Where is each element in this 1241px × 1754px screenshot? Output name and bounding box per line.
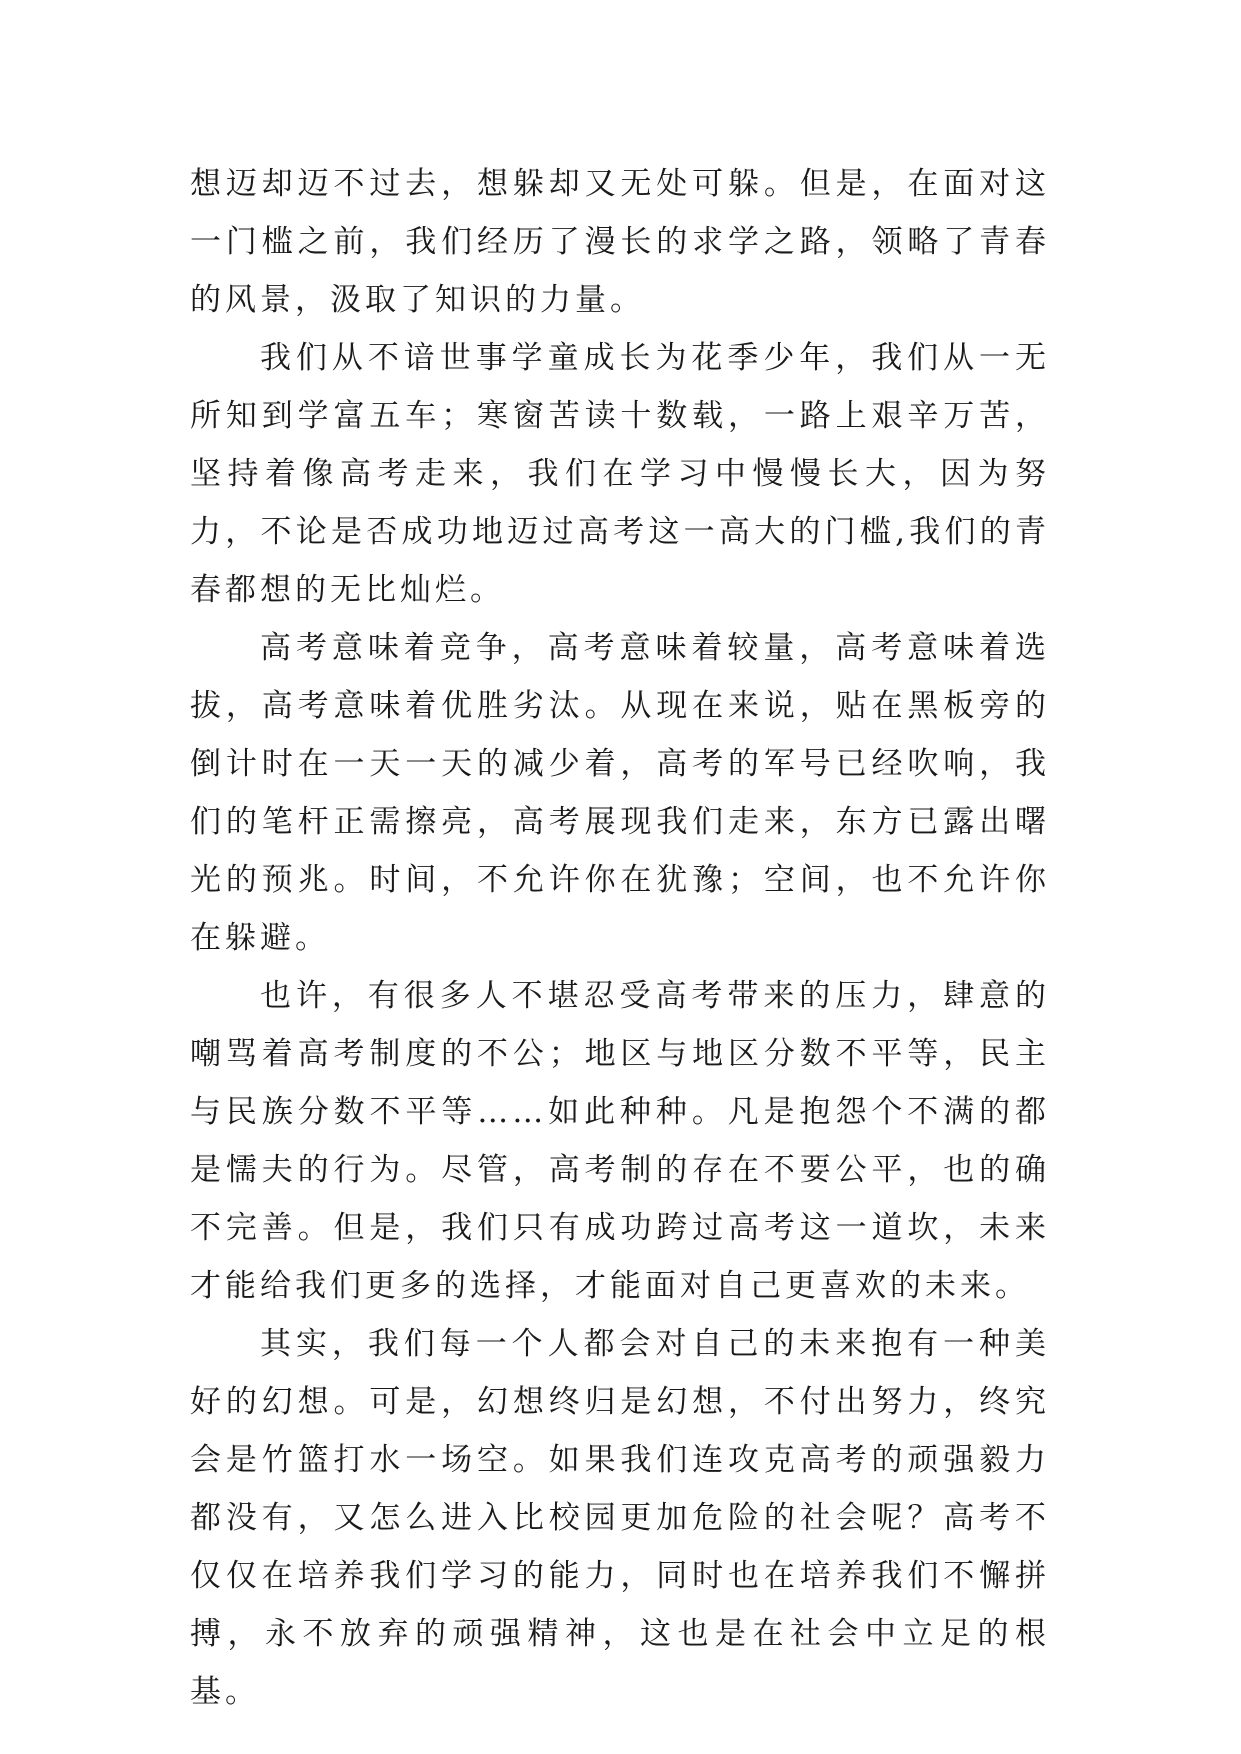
paragraph-2: 我们从不谙世事学童成长为花季少年，我们从一无所知到学富五车；寒窗苦读十数载，一路上艰辛万苦，坚持着像高考走来，我们在学习中慢慢长大，因为努力，不论是否成功地迈过高考这一高大的门槛,我们的青春都想的无比灿烂。 [190,340,1050,608]
document-body [190,155,1050,1721]
paragraph-5: 其实，我们每一个人都会对自己的未来抱有一种美好的幻想。可是，幻想终归是幻想，不付出努力，终究会是竹篮打水一场空。如果我们连攻克高考的顽强毅力都没有，又怎么进入比校园更加危险的社会呢？高考不仅仅在培养我们学习的能力，同时也在培养我们不懈拼搏，永不放弃的顽强精神，这也是在社会中立足的根基。 [190,1326,1050,1710]
paragraph-3: 高考意味着竞争，高考意味着较量，高考意味着选拔，高考意味着优胜劣汰。从现在来说，贴在黑板旁的倒计时在一天一天的减少着，高考的军号已经吹响，我们的笔杆正需擦亮，高考展现我们走来，东方已露出曙光的预兆。时间，不允许你在犹豫；空间，也不允许你在躲避。 [190,630,1050,956]
paragraph-1: 想迈却迈不过去，想躲却又无处可躲。但是，在面对这一门槛之前，我们经历了漫长的求学之路，领略了青春的风景，汲取了知识的力量。 [190,166,1050,318]
paragraph-4: 也许，有很多人不堪忍受高考带来的压力，肆意的嘲骂着高考制度的不公；地区与地区分数不平等，民主与民族分数不平等……如此种种。凡是抱怨个不满的都是懦夫的行为。尽管，高考制的存在不要公平，也的确不完善。但是，我们只有成功跨过高考这一道坎，未来才能给我们更多的选择，才能面对自己更喜欢的未来。 [190,978,1050,1304]
